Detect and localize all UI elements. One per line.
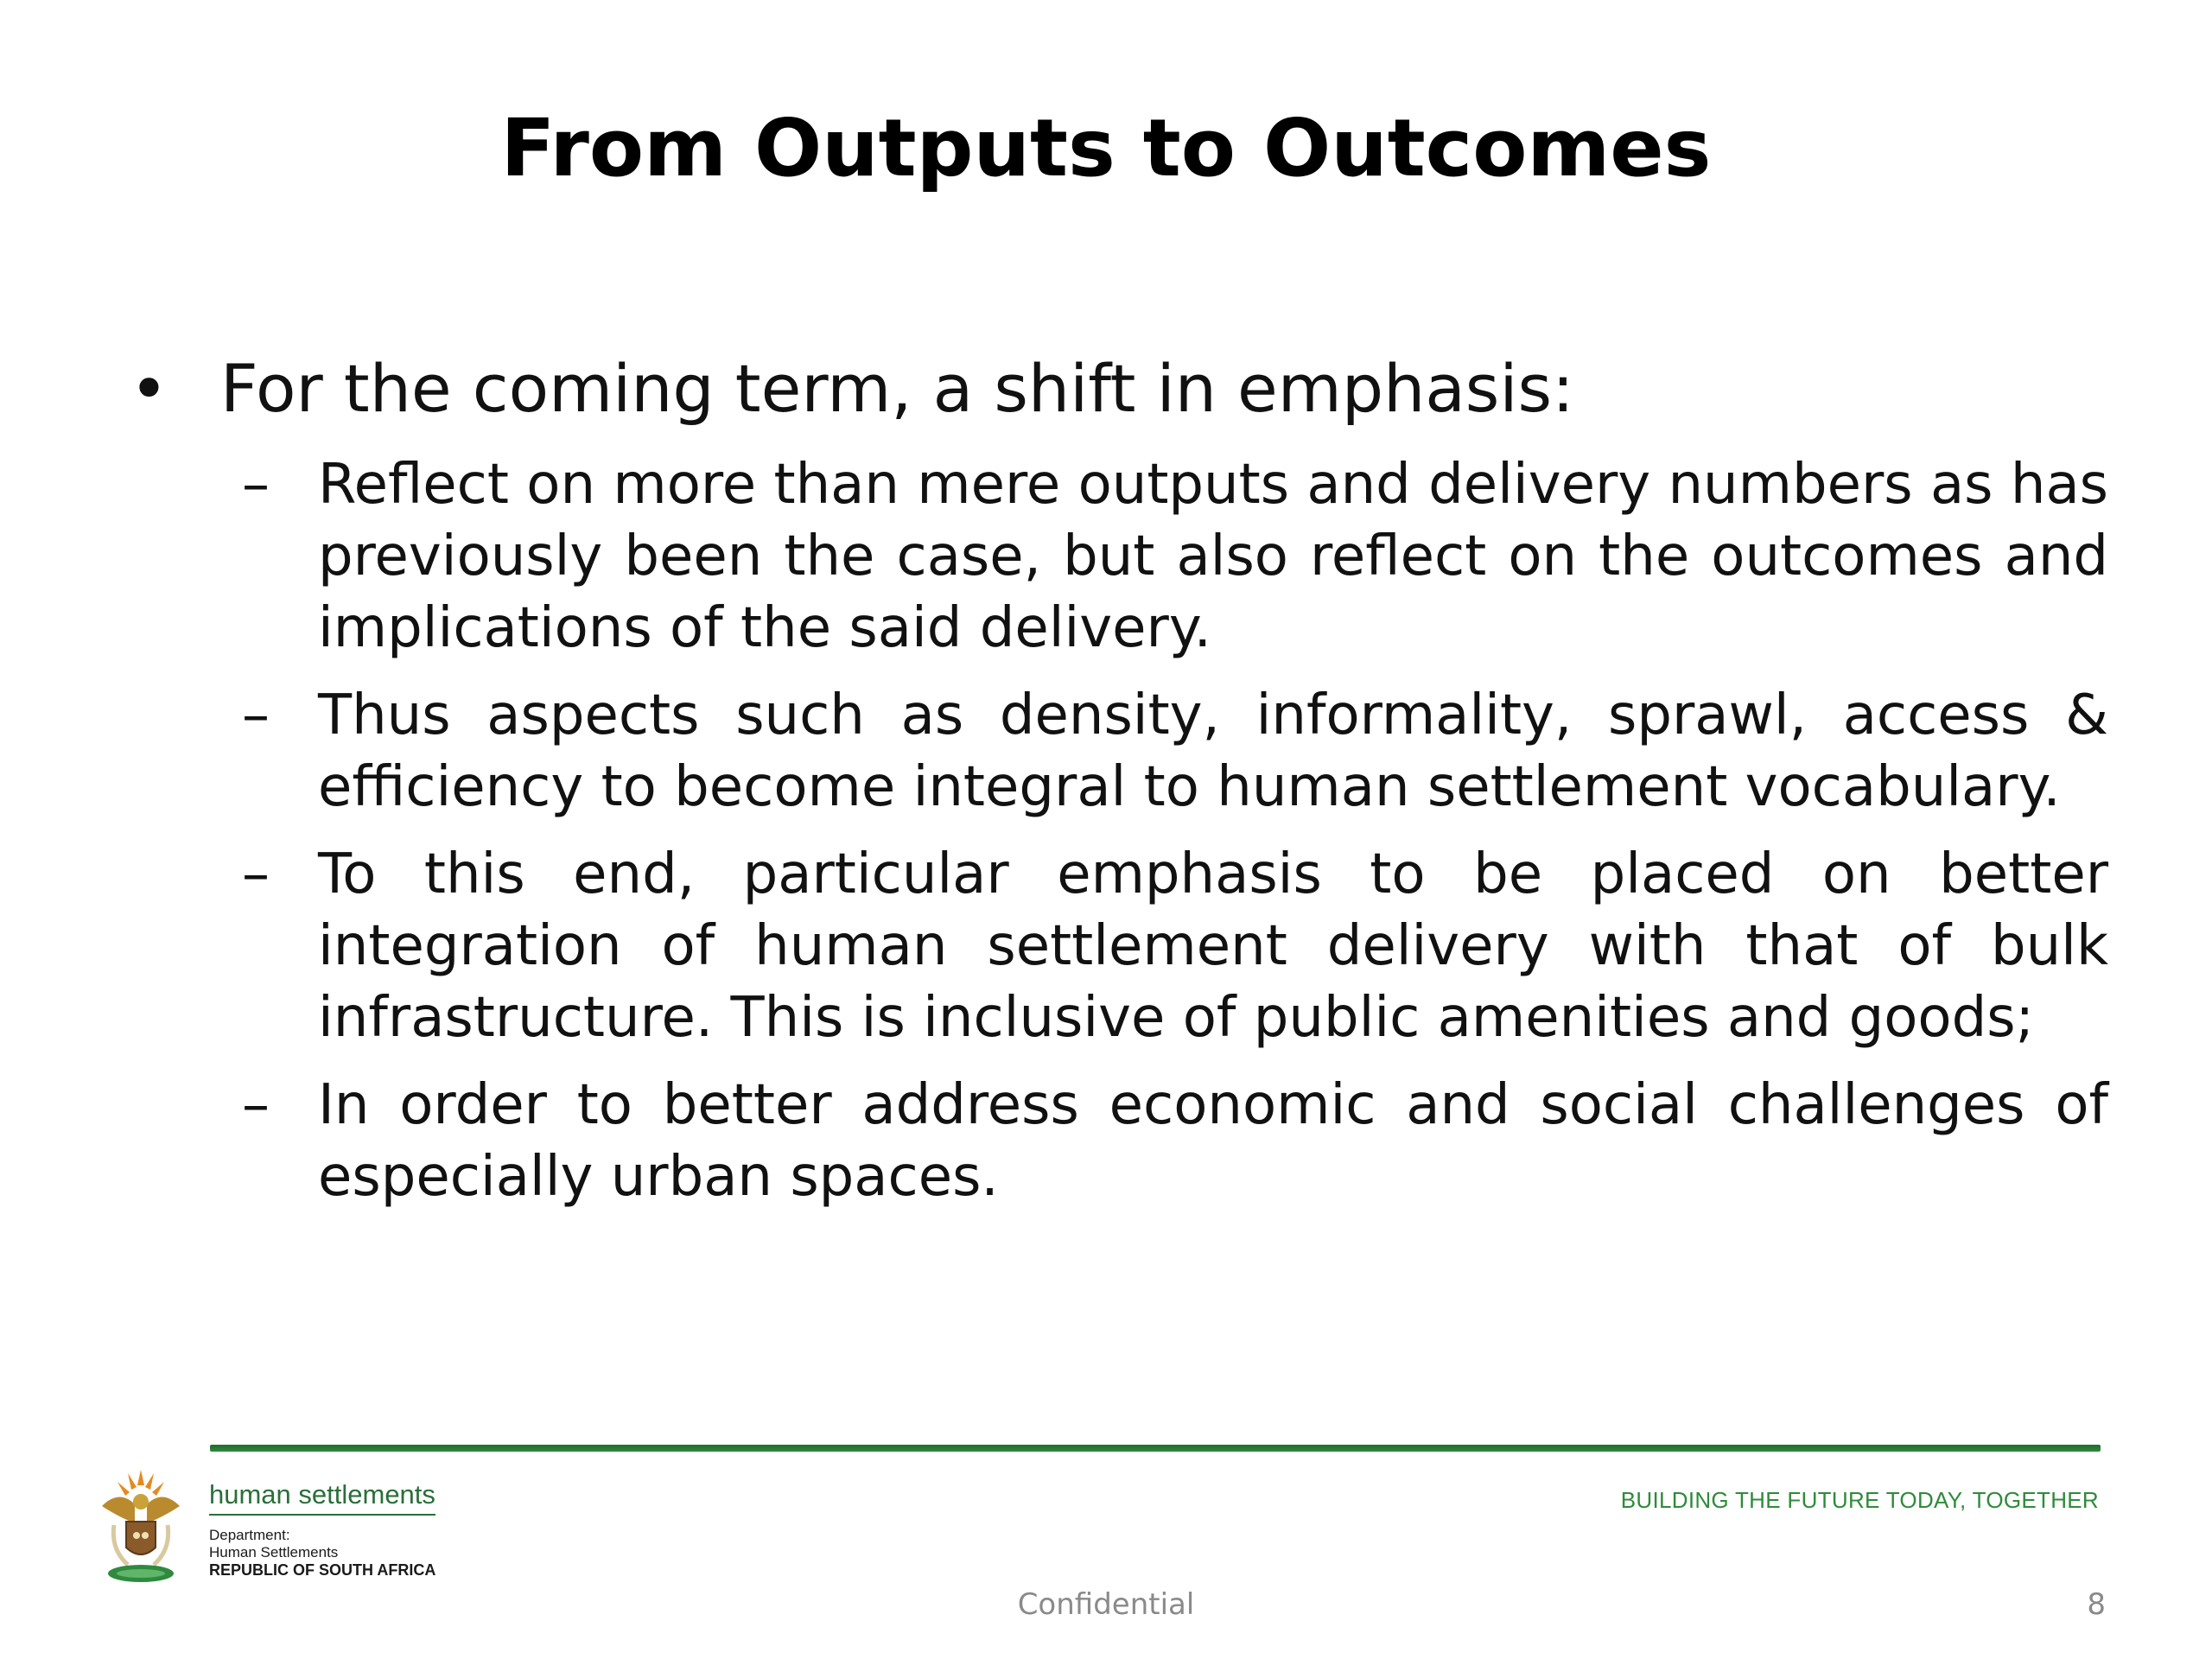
department-details [209,1527,435,1579]
sub-bullet-item [242,449,2108,664]
department-line: REPUBLIC OF SOUTH AFRICA [209,1561,436,1579]
confidential-label: Confidential [1017,1587,1195,1622]
sub-bullet-text: In order to better address economic and social challenges of especially urban spaces. [318,1073,2108,1209]
main-bullet-text: For the coming term, a shift in emphasis: [220,350,1574,427]
dash-icon: – [242,683,270,747]
footer-divider [210,1445,2101,1452]
dash-icon: – [242,1073,270,1137]
footer-tagline: BUILDING THE FUTURE TODAY, TOGETHER [1620,1487,2099,1513]
slide-title: From Outputs to Outcomes [500,102,1712,194]
department-line: Department: [209,1527,290,1543]
page-number: 8 [2087,1587,2106,1622]
department-line: Human Settlements [209,1544,339,1560]
coat-of-arms-icon [93,1463,188,1592]
sub-bullet-text: To this end, particular emphasis to be placed on better integration of human settlement delivery with that of bulk infrastructure. This is inclusive of public amenities and goods; [318,842,2108,1050]
dash-icon: – [242,842,270,906]
department-name: human settlements [209,1479,435,1516]
bullet-dot-icon: • [130,350,168,427]
dash-icon: – [242,453,270,517]
sub-bullet-text: Reflect on more than mere outputs and delivery numbers as has previously been the case, but also reflect on the outcomes and implications of the said delivery. [318,453,2108,660]
sub-bullet-item [242,680,2108,823]
sub-bullet-text: Thus aspects such as density, informality, sprawl, access & efficiency to become integral to human settlement vocabulary. [318,683,2108,819]
sub-bullet-list [242,449,2108,1229]
sub-bullet-item [242,839,2108,1054]
sub-bullet-item [242,1070,2108,1213]
